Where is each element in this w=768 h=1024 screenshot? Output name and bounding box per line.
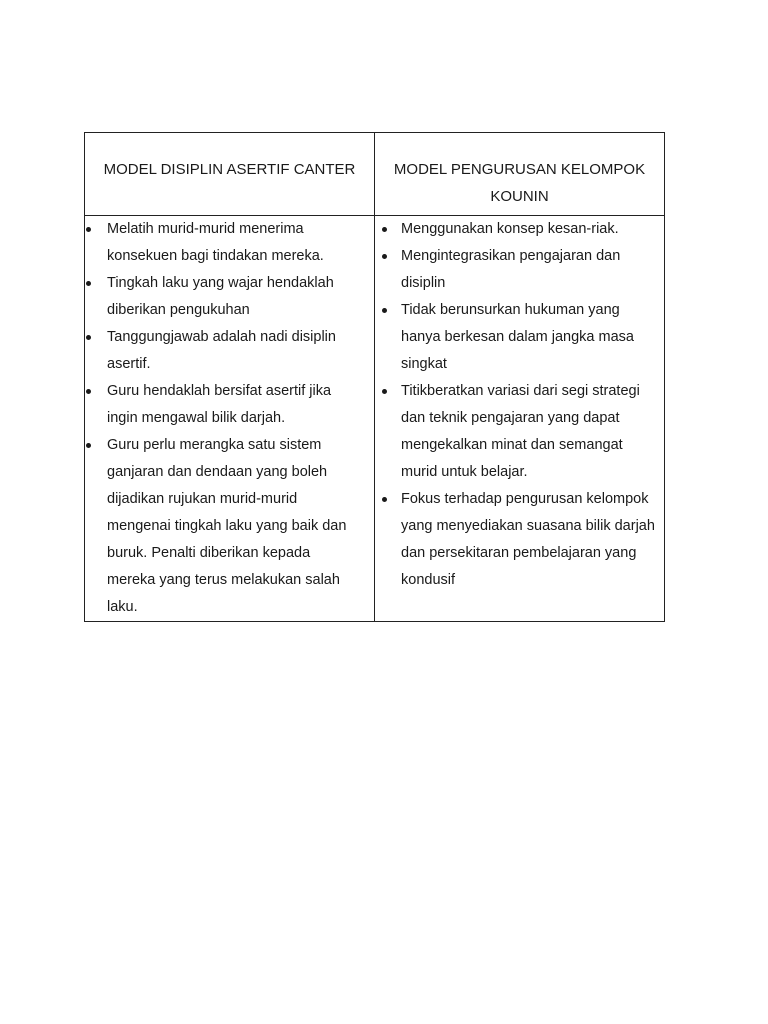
- list-item-text: Tingkah laku yang wajar hendaklah diberikan pengukuhan: [107, 275, 334, 318]
- list-item-text: Titikberatkan variasi dari segi strategi dan teknik pengajaran yang dapat mengekalkan minat dan semangat murid untuk belajar.: [401, 383, 640, 480]
- list-item: [375, 243, 664, 297]
- list-item-text: Fokus terhadap pengurusan kelompok yang menyediakan suasana bilik darjah dan persekitaran pembelajaran yang kondusif: [401, 491, 655, 588]
- list-item-text: Guru perlu merangka satu sistem ganjaran dan dendaan yang boleh dijadikan rujukan murid-murid mengenai tingkah laku yang baik dan buruk. Penalti diberikan kepada mereka yang terus melakukan salah laku.: [107, 437, 347, 615]
- list-item-text: Mengintegrasikan pengajaran dan disiplin: [401, 248, 621, 291]
- header-cell-kounin: [375, 133, 665, 216]
- bullet-icon: [382, 227, 387, 232]
- bullet-icon: [86, 281, 91, 286]
- bullet-icon: [86, 389, 91, 394]
- header-kounin: MODEL PENGURUSAN KELOMPOK KOUNIN: [393, 161, 646, 205]
- kounin-cell: [375, 216, 665, 622]
- header-row: [85, 133, 665, 216]
- list-item: [375, 378, 664, 486]
- list-item-text: Tanggungjawab adalah nadi disiplin asertif.: [107, 329, 336, 372]
- canter-cell: [85, 216, 375, 622]
- bullet-icon: [382, 389, 387, 394]
- header-cell-canter: [85, 133, 375, 216]
- list-item: [375, 216, 664, 243]
- bullet-icon: [382, 254, 387, 259]
- body-row: [85, 216, 665, 622]
- list-item: [85, 270, 374, 324]
- list-item: [85, 378, 374, 432]
- canter-list: [85, 216, 374, 621]
- bullet-icon: [86, 227, 91, 232]
- comparison-table: [84, 132, 665, 622]
- kounin-list: [375, 216, 664, 594]
- list-item-text: Melatih murid-murid menerima konsekuen bagi tindakan mereka.: [107, 221, 324, 264]
- bullet-icon: [382, 308, 387, 313]
- header-canter: MODEL DISIPLIN ASERTIF CANTER: [103, 161, 356, 178]
- list-item: [375, 297, 664, 378]
- list-item: [85, 216, 374, 270]
- list-item: [375, 486, 664, 594]
- list-item-text: Tidak berunsurkan hukuman yang hanya berkesan dalam jangka masa singkat: [401, 302, 634, 372]
- bullet-icon: [86, 335, 91, 340]
- bullet-icon: [382, 497, 387, 502]
- list-item-text: Guru hendaklah bersifat asertif jika ingin mengawal bilik darjah.: [107, 383, 332, 426]
- list-item: [85, 432, 374, 621]
- list-item: [85, 324, 374, 378]
- list-item-text: Menggunakan konsep kesan-riak.: [401, 221, 619, 237]
- bullet-icon: [86, 443, 91, 448]
